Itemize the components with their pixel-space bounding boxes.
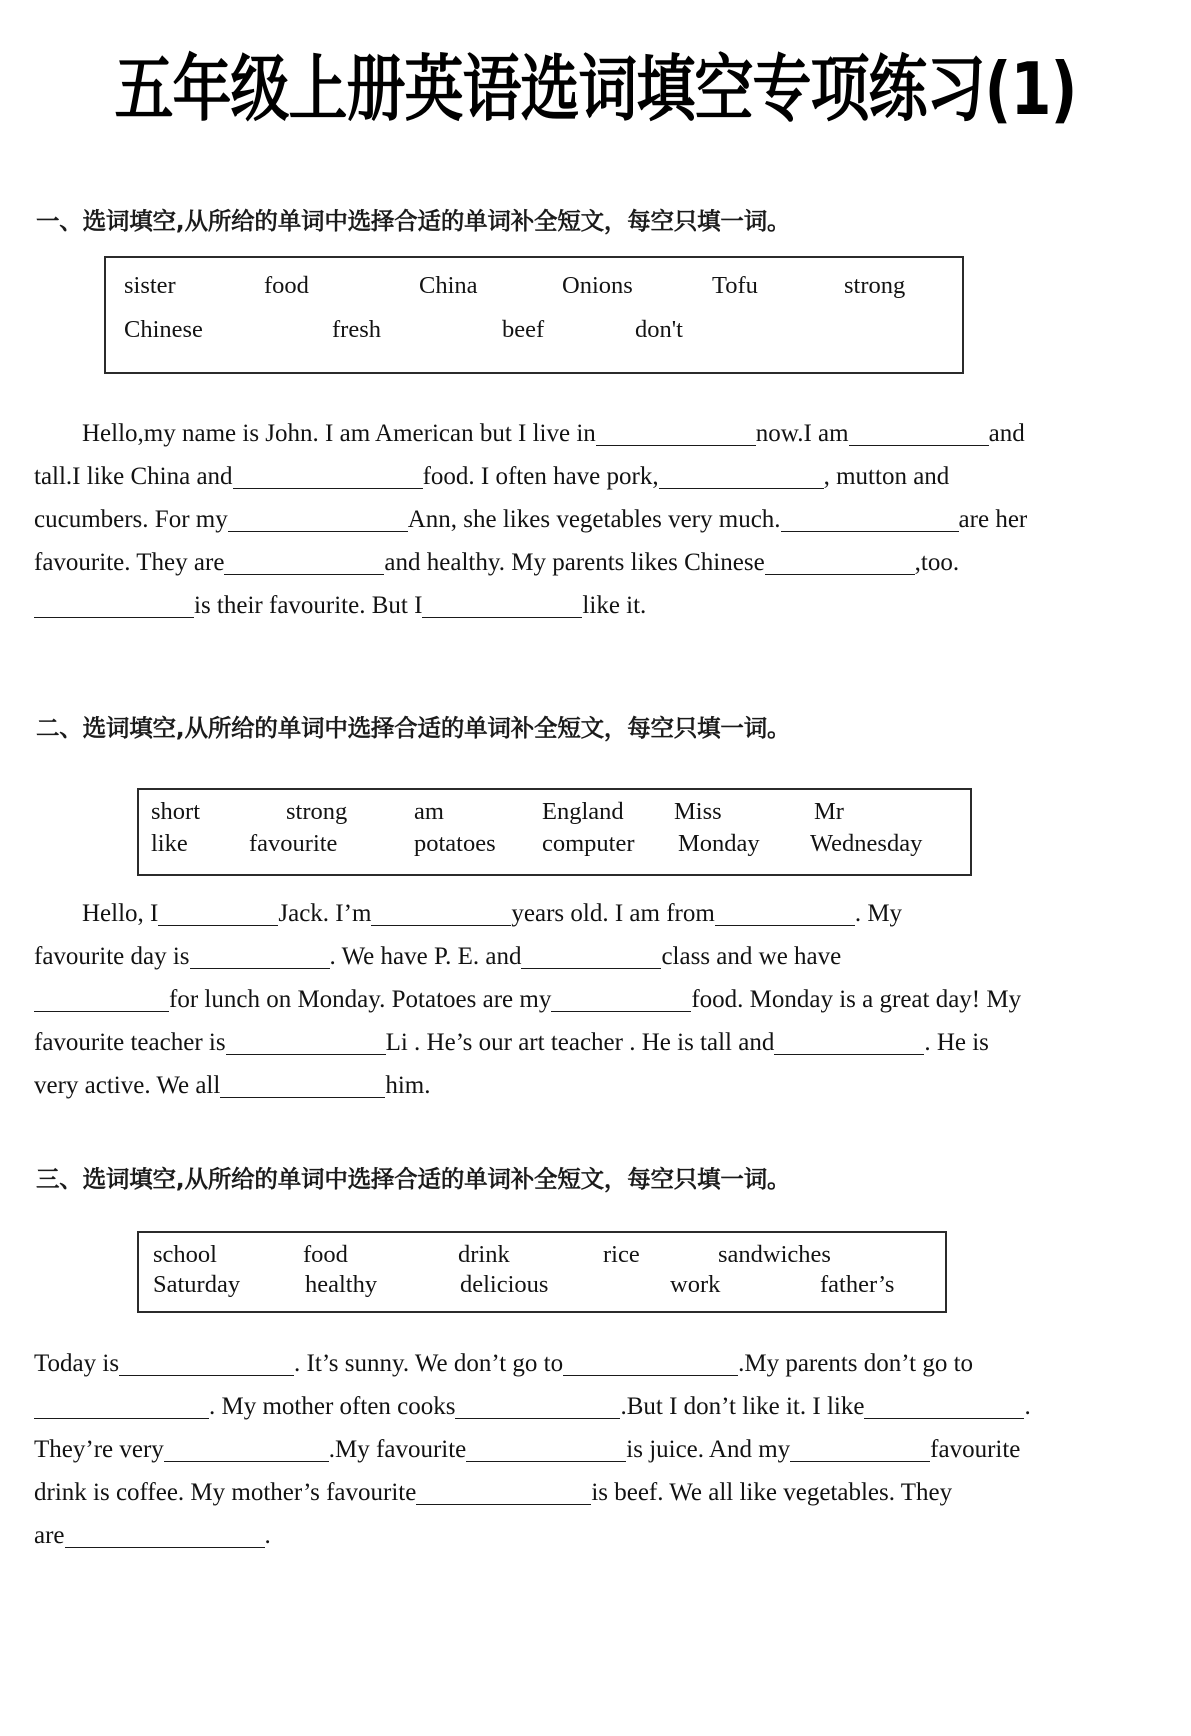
passage-text: is juice. And my: [626, 1436, 791, 1463]
passage-text: .My favourite: [328, 1436, 467, 1463]
answer-blank[interactable]: [455, 1394, 620, 1420]
passage-line: [34, 1471, 1154, 1514]
word-bank-3: [137, 1231, 947, 1313]
passage-text: very active. We all: [34, 1072, 221, 1099]
word-bank-word[interactable]: Miss: [674, 798, 722, 825]
word-bank-word[interactable]: Saturday: [153, 1271, 241, 1298]
answer-blank[interactable]: [521, 944, 661, 970]
answer-blank[interactable]: [190, 944, 330, 970]
passage-line: [34, 935, 1154, 978]
answer-blank[interactable]: [34, 593, 194, 619]
word-bank-1-wrapper: [34, 242, 964, 374]
word-bank-word[interactable]: delicious: [460, 1271, 549, 1298]
word-bank-word[interactable]: Chinese: [124, 316, 203, 343]
word-bank-3-row-1: [153, 1241, 945, 1269]
passage-text: food. Monday is a great day! My: [691, 986, 1022, 1013]
answer-blank[interactable]: [226, 1030, 386, 1056]
passage-line: [34, 455, 1154, 498]
passage-text: are: [34, 1522, 65, 1549]
word-bank-word[interactable]: Monday: [678, 830, 760, 857]
word-bank-word[interactable]: England: [542, 798, 624, 825]
worksheet-page: [0, 47, 1191, 1736]
passage-line: [34, 1342, 1154, 1385]
word-bank-2-row-2: [151, 830, 970, 858]
answer-blank[interactable]: [224, 550, 384, 576]
passage-text: Hello, I: [82, 900, 159, 927]
section-3-heading-text: 三、选词填空,从所给的单词中选择合适的单词补全短文，每空只填一词。: [36, 1165, 791, 1193]
word-bank-word[interactable]: work: [670, 1271, 721, 1298]
answer-blank[interactable]: [765, 550, 915, 576]
word-bank-word[interactable]: father’s: [820, 1271, 895, 1298]
word-bank-word[interactable]: sister: [124, 272, 176, 299]
passage-text: and: [988, 420, 1025, 447]
word-bank-word[interactable]: don't: [635, 316, 683, 343]
word-bank-word[interactable]: school: [153, 1241, 217, 1268]
answer-blank[interactable]: [220, 1073, 385, 1099]
word-bank-word[interactable]: food: [264, 272, 309, 299]
passage-text: favourite: [930, 1436, 1021, 1463]
passage-text: Hello,my name is John. I am American but I live in: [82, 420, 596, 447]
word-bank-word[interactable]: rice: [603, 1241, 640, 1268]
passage-line: [34, 1021, 1154, 1064]
answer-blank[interactable]: [65, 1523, 265, 1549]
passage-line: [34, 892, 1154, 935]
word-bank-word[interactable]: Wednesday: [810, 830, 923, 857]
answer-blank[interactable]: [715, 901, 855, 927]
answer-blank[interactable]: [228, 507, 408, 533]
answer-blank[interactable]: [774, 1030, 924, 1056]
passage-text: him.: [385, 1072, 431, 1099]
word-bank-2-row-1: [151, 798, 970, 826]
section-2-heading-text: 二、选词填空,从所给的单词中选择合适的单词补全短文，每空只填一词。: [36, 714, 791, 742]
passage-text: class and we have: [661, 943, 842, 970]
passage-3: [34, 1342, 1154, 1557]
passage-1: [34, 412, 1154, 627]
passage-line: [34, 584, 1154, 627]
passage-text: , mutton and: [823, 463, 950, 490]
word-bank-word[interactable]: drink: [458, 1241, 510, 1268]
passage-text: Li . He’s our art teacher . He is tall and: [385, 1029, 775, 1056]
passage-text: ,too.: [914, 549, 960, 576]
passage-text: Jack. I’m: [278, 900, 372, 927]
answer-blank[interactable]: [371, 901, 511, 927]
word-bank-word[interactable]: favourite: [249, 830, 338, 857]
passage-text: food. I often have pork,: [422, 463, 659, 490]
passage-line: [34, 1064, 1154, 1107]
passage-text: Today is: [34, 1350, 120, 1377]
word-bank-2: [137, 788, 972, 876]
word-bank-word[interactable]: China: [419, 272, 478, 299]
word-bank-1-row-2: [124, 316, 962, 344]
passage-text: .: [1024, 1393, 1031, 1420]
passage-line: [34, 978, 1154, 1021]
answer-blank[interactable]: [849, 421, 989, 447]
answer-blank[interactable]: [233, 464, 423, 490]
answer-blank[interactable]: [416, 1480, 591, 1506]
passage-2: [34, 892, 1154, 1107]
passage-text: favourite day is: [34, 943, 190, 970]
passage-line: [34, 541, 1154, 584]
passage-text: . My mother often cooks: [209, 1393, 456, 1420]
answer-blank[interactable]: [781, 507, 959, 533]
passage-text: for lunch on Monday. Potatoes are my: [169, 986, 552, 1013]
word-bank-word[interactable]: computer: [542, 830, 635, 857]
passage-text: . My: [854, 900, 903, 927]
passage-text: Ann, she likes vegetables very much.: [407, 506, 781, 533]
passage-line: [34, 498, 1154, 541]
passage-text: .My parents don’t go to: [738, 1350, 974, 1377]
word-bank-word[interactable]: short: [151, 798, 200, 825]
section-1-heading-text: 一、选词填空,从所给的单词中选择合适的单词补全短文，每空只填一词。: [36, 207, 791, 235]
passage-text: drink is coffee. My mother’s favourite: [34, 1479, 417, 1506]
word-bank-word[interactable]: fresh: [332, 316, 381, 343]
passage-text: are her: [958, 506, 1028, 533]
page-title: 五年级上册英语选词填空专项练习(1): [114, 47, 1077, 132]
answer-blank[interactable]: [119, 1351, 294, 1377]
passage-text: favourite teacher is: [34, 1029, 226, 1056]
word-bank-word[interactable]: strong: [844, 272, 906, 299]
word-bank-word[interactable]: Onions: [562, 272, 633, 299]
passage-text: .But I don’t like it. I like: [620, 1393, 865, 1420]
passage-text: tall.I like China and: [34, 463, 233, 490]
passage-text: and healthy. My parents likes Chinese: [384, 549, 765, 576]
passage-line: [34, 1514, 1154, 1557]
word-bank-word[interactable]: beef: [502, 316, 545, 343]
passage-text: like it.: [582, 592, 647, 619]
section-heading-2: [34, 709, 790, 743]
passage-text: is their favourite. But I: [194, 592, 423, 619]
word-bank-3-row-2: [153, 1271, 945, 1299]
answer-blank[interactable]: [790, 1437, 930, 1463]
passage-text: . He is: [924, 1029, 989, 1056]
answer-blank[interactable]: [34, 987, 169, 1013]
section-heading-1: [34, 202, 790, 236]
section-heading-3: [34, 1160, 790, 1194]
passage-text: favourite. They are: [34, 549, 225, 576]
passage-text: . We have P. E. and: [329, 943, 522, 970]
passage-text: . It’s sunny. We don’t go to: [294, 1350, 564, 1377]
answer-blank[interactable]: [164, 1437, 329, 1463]
answer-blank[interactable]: [659, 464, 824, 490]
word-bank-word[interactable]: food: [303, 1241, 348, 1268]
answer-blank[interactable]: [596, 421, 756, 447]
word-bank-3-wrapper: [34, 1215, 947, 1313]
passage-text: .: [264, 1522, 271, 1549]
passage-text: now.I am: [755, 420, 849, 447]
answer-blank[interactable]: [466, 1437, 626, 1463]
passage-line: [34, 412, 1154, 455]
answer-blank[interactable]: [563, 1351, 738, 1377]
passage-text: is beef. We all like vegetables. They: [591, 1479, 953, 1506]
answer-blank[interactable]: [34, 1394, 209, 1420]
word-bank-word[interactable]: potatoes: [414, 830, 496, 857]
word-bank-word[interactable]: am: [414, 798, 444, 825]
passage-line: [34, 1428, 1154, 1471]
word-bank-word[interactable]: Mr: [814, 798, 844, 825]
word-bank-1-row-1: [124, 272, 962, 300]
answer-blank[interactable]: [864, 1394, 1024, 1420]
answer-blank[interactable]: [158, 901, 278, 927]
word-bank-word[interactable]: healthy: [305, 1271, 378, 1298]
passage-text: They’re very: [34, 1436, 164, 1463]
answer-blank[interactable]: [551, 987, 691, 1013]
passage-text: years old. I am from: [511, 900, 715, 927]
answer-blank[interactable]: [422, 593, 582, 619]
word-bank-2-wrapper: [34, 770, 972, 876]
word-bank-word[interactable]: like: [151, 830, 188, 857]
word-bank-word[interactable]: sandwiches: [718, 1241, 831, 1268]
word-bank-word[interactable]: Tofu: [712, 272, 758, 299]
word-bank-word[interactable]: strong: [286, 798, 348, 825]
passage-line: [34, 1385, 1154, 1428]
passage-text: cucumbers. For my: [34, 506, 228, 533]
word-bank-1: [104, 256, 964, 374]
